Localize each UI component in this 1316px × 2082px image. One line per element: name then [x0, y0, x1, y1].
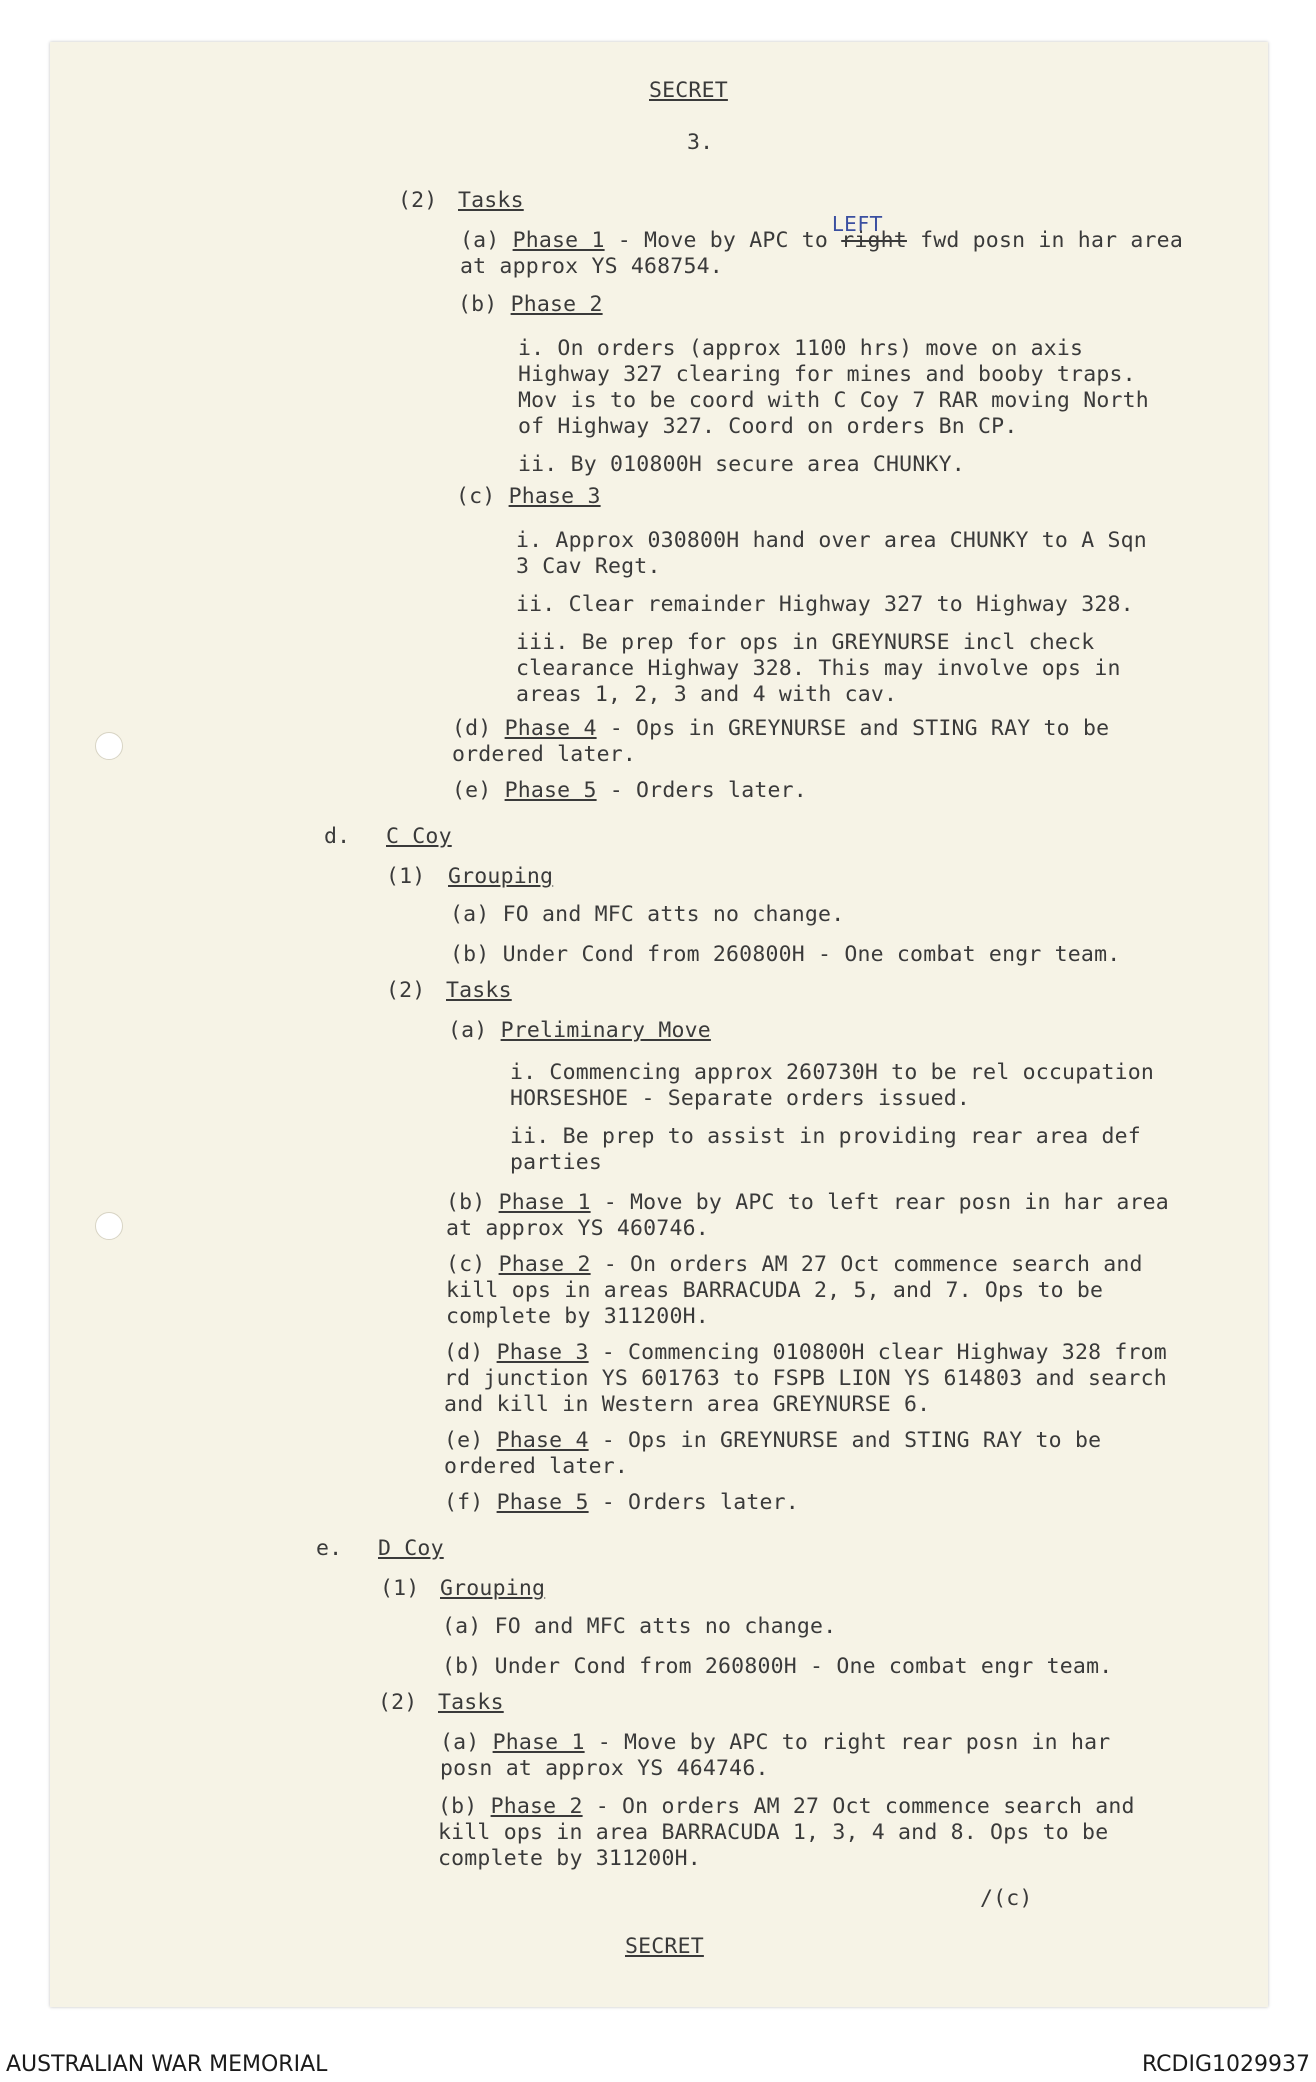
- phase3-i-line1: i. Approx 030800H hand over area CHUNKY to A Sqn: [516, 528, 1147, 553]
- d-grouping-b: (b) Under Cond from 260800H - One combat engr team.: [442, 1654, 1113, 1679]
- d-phase1-line1: (a) Phase 1 - Move by APC to right rear posn in har: [440, 1730, 1111, 1755]
- d-grouping-number: (1): [380, 1576, 420, 1601]
- continuation-marker: /(c): [980, 1886, 1033, 1911]
- phase2-ii: ii. By 010800H secure area CHUNKY.: [518, 452, 965, 477]
- c-grouping-heading: Grouping: [448, 864, 554, 889]
- d-phase2-line2: kill ops in area BARRACUDA 1, 3, 4 and 8. Ops to be: [438, 1820, 1109, 1845]
- c-prelim-i-line2: HORSESHOE - Separate orders issued.: [510, 1086, 971, 1111]
- punch-hole: [95, 732, 123, 760]
- d-phase2-line3: complete by 311200H.: [438, 1846, 701, 1871]
- c-tasks-heading: Tasks: [446, 978, 512, 1003]
- tasks-heading: Tasks: [458, 188, 524, 213]
- d-grouping-a: (a) FO and MFC atts no change.: [442, 1614, 837, 1639]
- punch-hole: [95, 1212, 123, 1240]
- c-phase5-line: (f) Phase 5 - Orders later.: [444, 1490, 799, 1515]
- section-d-title: C Coy: [386, 824, 452, 849]
- phase3-i-line2: 3 Cav Regt.: [516, 554, 661, 579]
- c-prelim-ii-line1: ii. Be prep to assist in providing rear area def: [510, 1124, 1141, 1149]
- tasks-number: (2): [398, 188, 438, 213]
- phase2-i-line1: i. On orders (approx 1100 hrs) move on axis: [518, 336, 1084, 361]
- c-prelim-heading: (a) Preliminary Move: [448, 1018, 711, 1043]
- phase3-iii-line1: iii. Be prep for ops in GREYNURSE incl check: [516, 630, 1095, 655]
- footer-record-id: RCDIG1029937: [1141, 2052, 1310, 2077]
- c-phase2-line3: complete by 311200H.: [446, 1304, 709, 1329]
- c-phase3-line1: (d) Phase 3 - Commencing 010800H clear Highway 328 from: [444, 1340, 1167, 1365]
- c-tasks-number: (2): [386, 978, 426, 1003]
- d-tasks-number: (2): [378, 1690, 418, 1715]
- phase2-i-line2: Highway 327 clearing for mines and booby traps.: [518, 362, 1136, 387]
- phase3-iii-line2: clearance Highway 328. This may involve ops in: [516, 656, 1121, 681]
- c-phase4-line2: ordered later.: [444, 1454, 629, 1479]
- d-grouping-heading: Grouping: [440, 1576, 546, 1601]
- phase3-heading: (c) Phase 3: [456, 484, 601, 509]
- c-grouping-number: (1): [386, 864, 426, 889]
- c-phase4-line1: (e) Phase 4 - Ops in GREYNURSE and STING RAY to be: [444, 1428, 1102, 1453]
- section-e-title: D Coy: [378, 1536, 444, 1561]
- phase3-iii-line3: areas 1, 2, 3 and 4 with cav.: [516, 682, 898, 707]
- page-number: 3.: [687, 130, 714, 155]
- footer-credit: AUSTRALIAN WAR MEMORIAL: [6, 2052, 328, 2077]
- section-d-letter: d.: [324, 824, 351, 849]
- c-phase3-line3: and kill in Western area GREYNURSE 6.: [444, 1392, 931, 1417]
- c-prelim-i-line1: i. Commencing approx 260730H to be rel occupation: [510, 1060, 1155, 1085]
- phase4-line1: (d) Phase 4 - Ops in GREYNURSE and STING RAY to be: [452, 716, 1110, 741]
- c-phase1-line1: (b) Phase 1 - Move by APC to left rear posn in har area: [446, 1190, 1169, 1215]
- c-phase2-line2: kill ops in areas BARRACUDA 2, 5, and 7. Ops to be: [446, 1278, 1104, 1303]
- phase2-i-line4: of Highway 327. Coord on orders Bn CP.: [518, 414, 1018, 439]
- phase4-line2: ordered later.: [452, 742, 637, 767]
- phase1-line: (a) Phase 1 - Move by APC to right fwd posn in har area: [460, 228, 1183, 253]
- phase5-line: (e) Phase 5 - Orders later.: [452, 778, 807, 803]
- c-grouping-a: (a) FO and MFC atts no change.: [450, 902, 845, 927]
- phase2-heading: (b) Phase 2: [458, 292, 603, 317]
- handwritten-correction: LEFT: [832, 212, 884, 236]
- c-grouping-b: (b) Under Cond from 260800H - One combat engr team.: [450, 942, 1121, 967]
- footer-classification: SECRET: [625, 1934, 704, 1959]
- c-phase2-line1: (c) Phase 2 - On orders AM 27 Oct commence search and: [446, 1252, 1143, 1277]
- d-phase2-line1: (b) Phase 2 - On orders AM 27 Oct commence search and: [438, 1794, 1135, 1819]
- c-phase1-line2: at approx YS 460746.: [446, 1216, 709, 1241]
- phase1-line2: at approx YS 468754.: [460, 254, 723, 279]
- phase2-i-line3: Mov is to be coord with C Coy 7 RAR moving North: [518, 388, 1149, 413]
- c-prelim-ii-line2: parties: [510, 1150, 603, 1175]
- section-e-letter: e.: [316, 1536, 343, 1561]
- d-phase1-line2: posn at approx YS 464746.: [440, 1756, 769, 1781]
- c-phase3-line2: rd junction YS 601763 to FSPB LION YS 614803 and search: [444, 1366, 1167, 1391]
- header-classification: SECRET: [649, 78, 728, 103]
- d-tasks-heading: Tasks: [438, 1690, 504, 1715]
- phase3-ii: ii. Clear remainder Highway 327 to Highway 328.: [516, 592, 1134, 617]
